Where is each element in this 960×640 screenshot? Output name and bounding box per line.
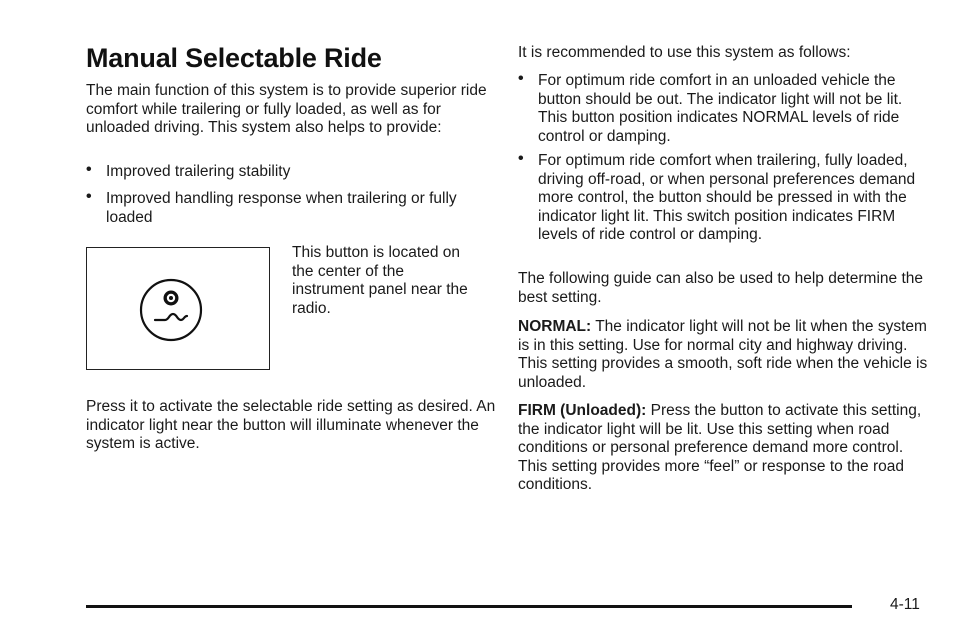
list-item-text: For optimum ride comfort when trailering, fully loaded, driving off-road, or when personal preferences demand more control, the button should be pressed in with the indicator light lit. This switch position indicates FIRM levels of ride control or damping. [538,152,916,243]
normal-setting-text: The indicator light will not be lit when the system is in this setting. Use for normal city and highway driving. This setting provides a smooth, soft ride when the vehicle is unloaded. [518,318,928,391]
list-item-text: Improved handling response when trailering or fully loaded [106,190,457,226]
normal-setting-label: NORMAL: [518,318,592,335]
firm-setting-paragraph [518,402,933,495]
list-item-text: Improved trailering stability [106,163,291,180]
firm-setting-label: FIRM (Unloaded): [518,402,647,419]
footer-divider [86,605,852,608]
press-paragraph: Press it to activate the selectable ride setting as desired. An indicator light near the button will illuminate whenever the system is active. [86,398,496,452]
intro-paragraph: The main function of this system is to provide superior ride comfort while trailering or fully loaded, as well as for unloaded driving. This system also helps to provide: [86,82,487,136]
bullet-icon: • [518,70,524,87]
ride-button-illustration [86,247,270,370]
bullet-icon: • [86,161,92,178]
firm-setting-text: Press the button to activate this setting, the indicator light will be lit. Use this setting when road conditions or personal preference demand more control. This setting provides more “feel” or response to the road conditions. [518,402,922,493]
page-title: Manual Selectable Ride [86,43,382,73]
bullet-icon: • [86,188,92,205]
recommend-paragraph: It is recommended to use this system as follows: [518,44,851,61]
list-item-text: For optimum ride comfort in an unloaded vehicle the button should be out. The indicator light will not be lit. This button position indicates NORMAL levels of ride control or damping. [538,72,903,145]
guide-paragraph: The following guide can also be used to help determine the best setting. [518,270,923,306]
selectable-ride-button-icon [87,248,268,368]
bullet-icon: • [518,150,524,167]
page-number: 4-11 [890,596,920,613]
figure-caption: This button is located on the center of the instrument panel near the radio. [292,244,468,317]
normal-setting-paragraph [518,318,933,392]
